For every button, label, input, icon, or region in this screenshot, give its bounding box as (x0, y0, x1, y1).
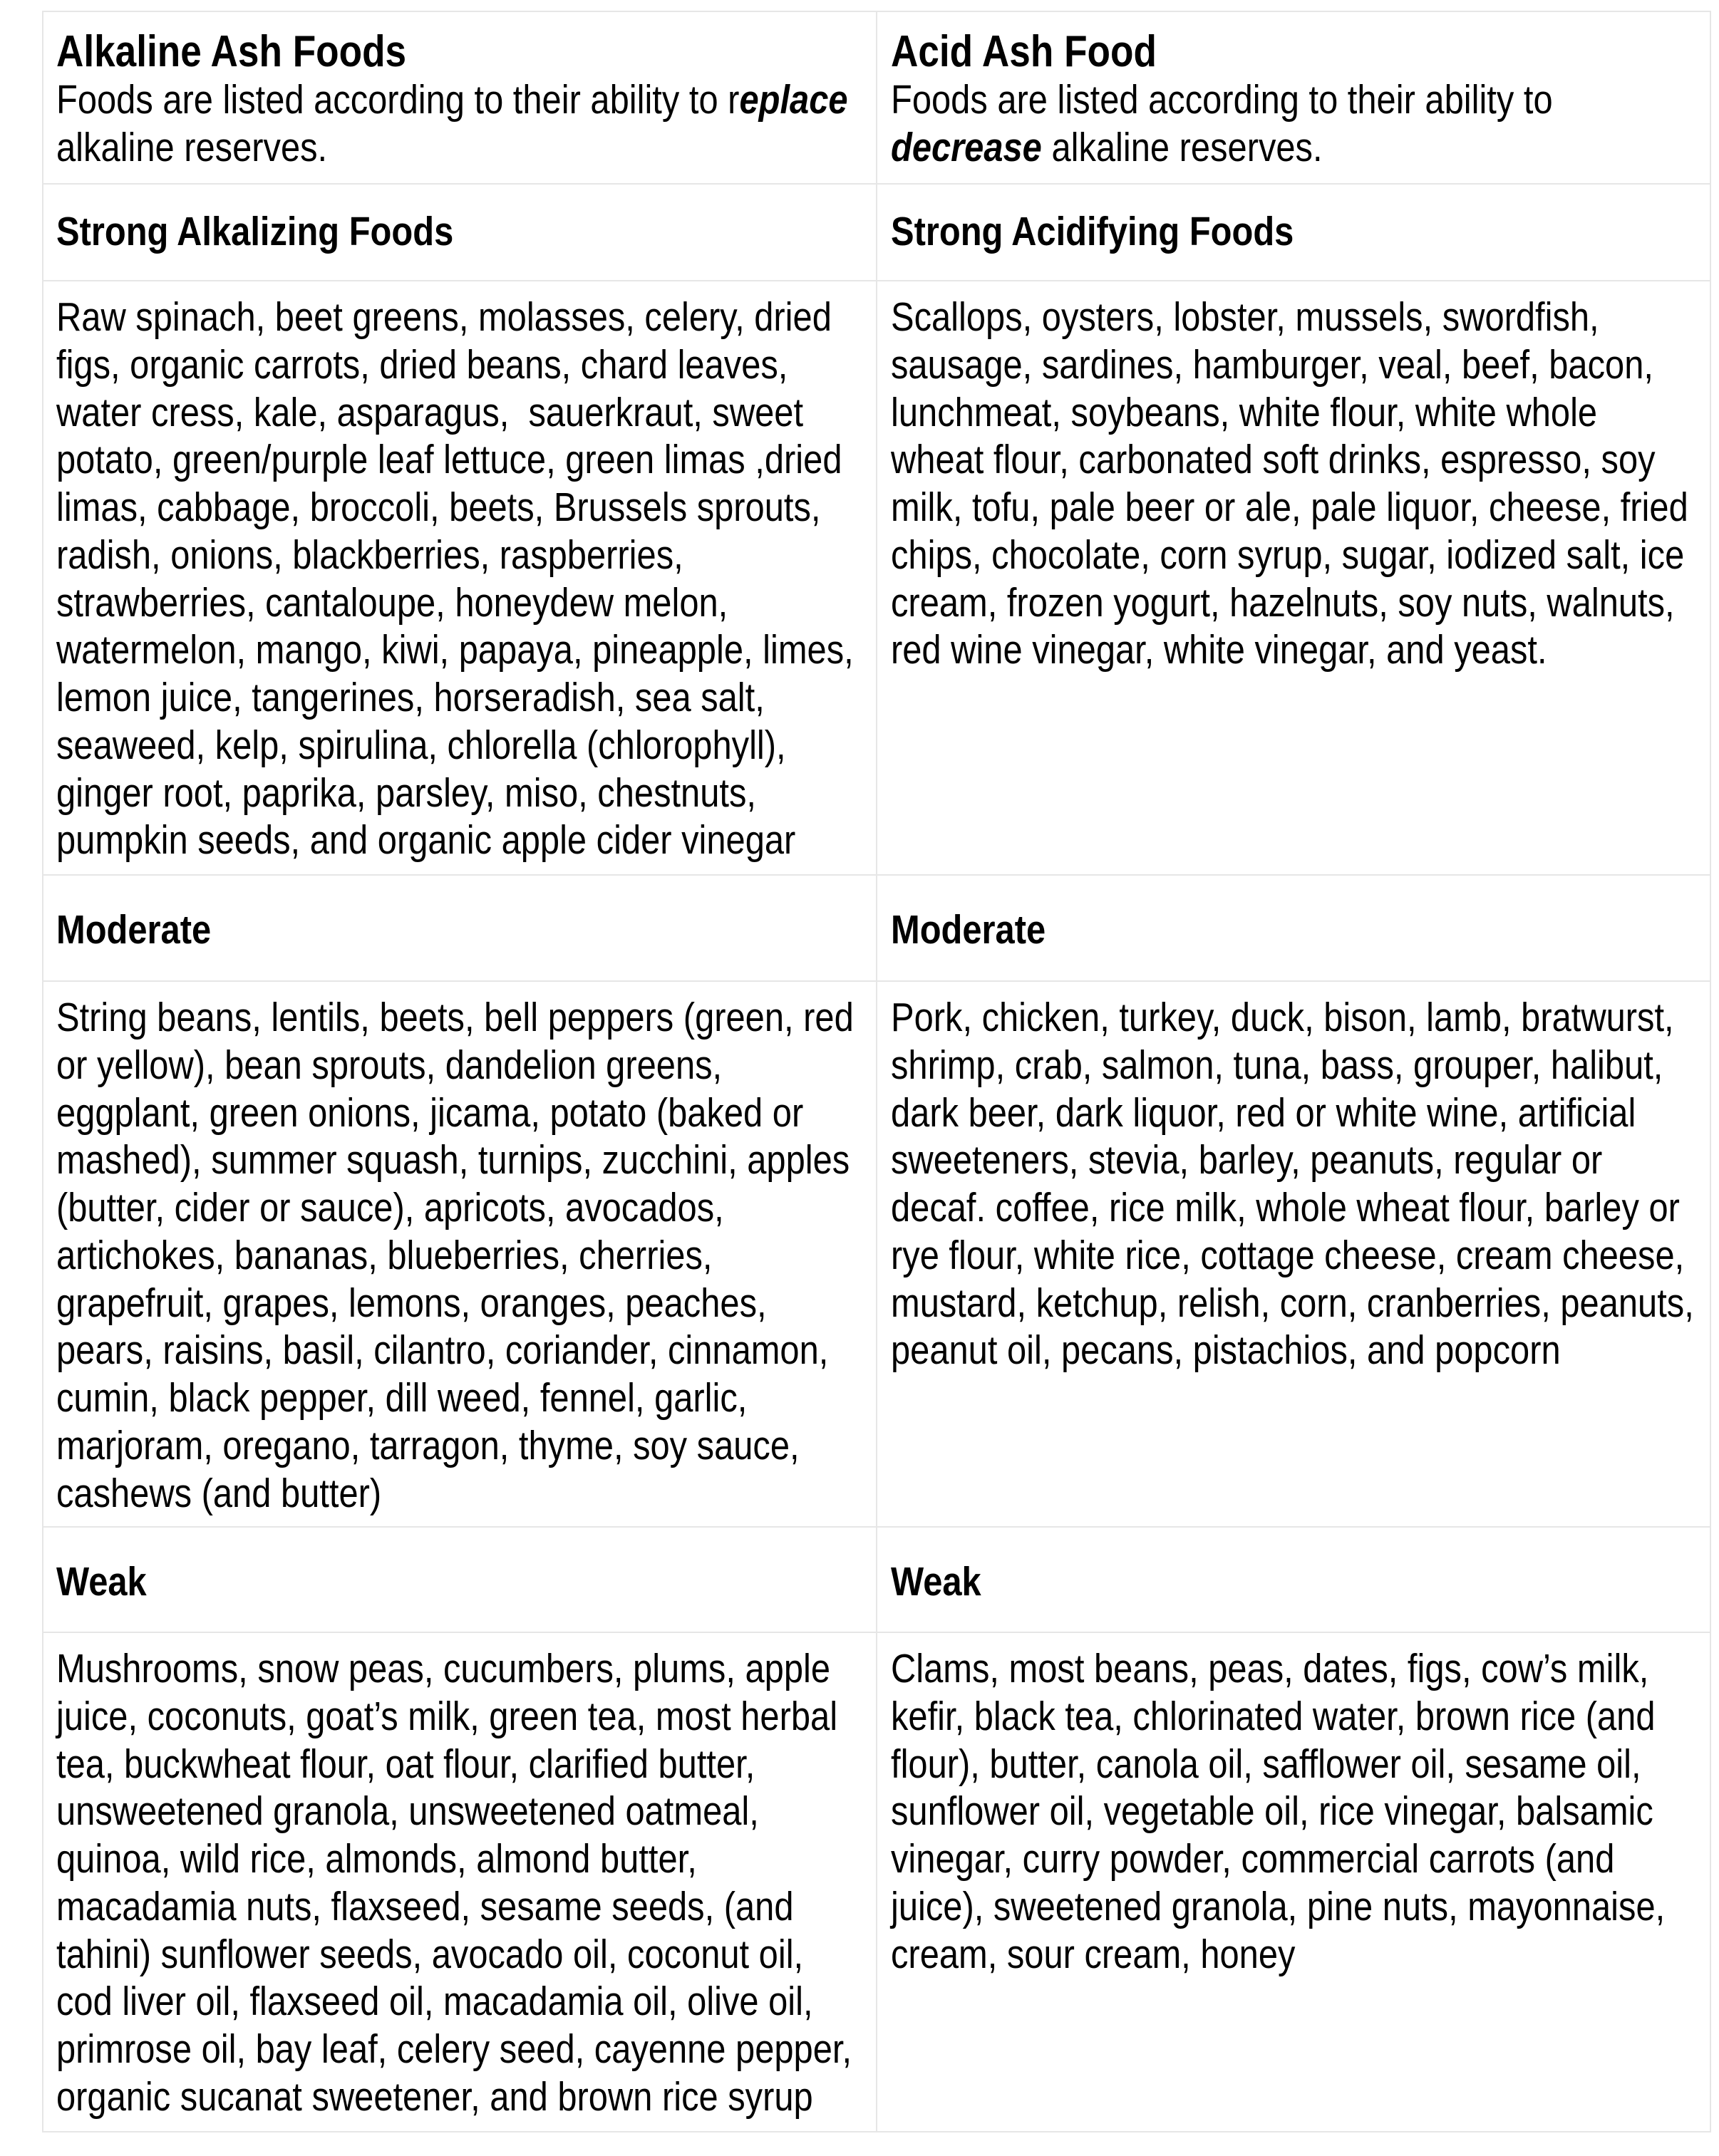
acid-subtitle-line-2 (891, 124, 1593, 172)
acid-strong-heading-cell (877, 185, 1711, 281)
acid-subtitle-line-1: Foods are listed according to their ability to (891, 76, 1553, 123)
list-line: Raw spinach, beet greens, molasses, celery, dried (56, 294, 832, 340)
list-line: chips, chocolate, corn syrup, sugar, iodized salt, ice (891, 532, 1685, 578)
list-line: water cress, kale, asparagus, sauerkraut, sweet (56, 389, 804, 435)
acid-title: Acid Ash Food (891, 27, 1157, 76)
list-line: mustard, ketchup, relish, corn, cranberries, peanuts, (891, 1280, 1694, 1326)
list-line: sunflower oil, vegetable oil, rice vinegar, balsamic (891, 1788, 1653, 1835)
list-line: seaweed, kelp, spirulina, chlorella (chlorophyll), (56, 722, 786, 768)
list-line: shrimp, crab, salmon, tuna, bass, grouper, halibut, (891, 1042, 1663, 1088)
list-line: sausage, sardines, hamburger, veal, beef, bacon, (891, 341, 1653, 388)
acid-header-cell (877, 12, 1711, 185)
list-line: limas, cabbage, broccoli, beets, Brussels sprouts, (56, 484, 821, 530)
list-line: kefir, black tea, chlorinated water, brown rice (and (891, 1693, 1656, 1739)
list-line: Clams, most beans, peas, dates, figs, cow’s milk, (891, 1646, 1649, 1691)
list-line: tea, buckwheat flour, oat flour, clarified butter, (56, 1741, 755, 1787)
acid-weak-heading: Weak (891, 1559, 981, 1605)
list-line: tahini) sunflower seeds, avocado oil, coconut oil, (56, 1931, 804, 1977)
list-line: cod liver oil, flaxseed oil, macadamia oil, olive oil, (56, 1979, 813, 2025)
list-line: ginger root, paprika, parsley, miso, chestnuts, (56, 769, 756, 816)
list-line: pumpkin seeds, and organic apple cider vinegar (56, 817, 796, 864)
list-line: rye flour, white rice, cottage cheese, cream cheese, (891, 1232, 1685, 1278)
list-line: milk, tofu, pale beer or ale, pale liquor, cheese, fried (891, 484, 1688, 530)
list-line: (butter, cider or sauce), apricots, avocados, (56, 1185, 724, 1230)
list-line: watermelon, mango, kiwi, papaya, pineapple, limes, (56, 627, 854, 673)
list-line: quinoa, wild rice, almonds, almond butter, (56, 1836, 697, 1882)
alkaline-acid-food-table (42, 11, 1711, 2132)
list-line: pears, raisins, basil, cilantro, coriander, cinnamon, (56, 1327, 829, 1374)
alkaline-strong-list (43, 281, 877, 876)
acid-moderate-heading-cell (877, 876, 1711, 982)
list-line: organic sucanat sweetener, and brown rice syrup (56, 2073, 813, 2120)
list-line: Pork, chicken, turkey, duck, bison, lamb, bratwurst, (891, 995, 1674, 1040)
alkaline-weak-heading-cell (43, 1528, 877, 1633)
list-line: artichokes, bananas, blueberries, cherries, (56, 1232, 713, 1278)
list-line: unsweetened granola, unsweetened oatmeal, (56, 1788, 759, 1835)
list-line: String beans, lentils, beets, bell peppers (green, red (56, 995, 854, 1040)
alkaline-strong-heading-cell (43, 185, 877, 281)
alkaline-subtitle-line-1 (56, 76, 848, 124)
alkaline-subtitle-emphasis: eplace (739, 76, 848, 123)
list-line: sweeteners, stevia, barley, peanuts, regular or (891, 1137, 1603, 1183)
list-line: cumin, black pepper, dill weed, fennel, garlic, (56, 1375, 748, 1421)
list-line: Scallops, oysters, lobster, mussels, swordfish, (891, 294, 1599, 340)
list-line: decaf. coffee, rice milk, whole wheat flour, barley or (891, 1185, 1680, 1230)
alkaline-moderate-heading: Moderate (56, 907, 212, 953)
acid-subtitle-emphasis: decrease (891, 124, 1042, 170)
list-line: primrose oil, bay leaf, celery seed, cayenne pepper, (56, 2026, 852, 2072)
list-line: juice, coconuts, goat’s milk, green tea, most herbal (56, 1693, 838, 1739)
alkaline-title: Alkaline Ash Foods (56, 27, 407, 76)
list-line: macadamia nuts, flaxseed, sesame seeds, (and (56, 1883, 794, 1929)
acid-subtitle-text: alkaline reserves. (1041, 124, 1323, 170)
alkaline-strong-heading: Strong Alkalizing Foods (56, 209, 454, 254)
alkaline-subtitle-text: Foods are listed according to their ability to r (56, 76, 740, 123)
list-line: grapefruit, grapes, lemons, oranges, peaches, (56, 1280, 767, 1326)
alkaline-weak-list (43, 1633, 877, 2132)
alkaline-subtitle-line-2: alkaline reserves. (56, 124, 328, 170)
list-line: potato, green/purple leaf lettuce, green limas ,dried (56, 437, 842, 483)
list-line: peanut oil, pecans, pistachios, and popcorn (891, 1327, 1561, 1374)
alkaline-header-cell (43, 12, 877, 185)
alkaline-moderate-heading-cell (43, 876, 877, 982)
list-line: radish, onions, blackberries, raspberries, (56, 532, 683, 578)
list-line: strawberries, cantaloupe, honeydew melon, (56, 579, 728, 626)
list-line: red wine vinegar, white vinegar, and yeast. (891, 627, 1547, 673)
list-line: eggplant, green onions, jicama, potato (baked or (56, 1089, 804, 1136)
list-line: figs, organic carrots, dried beans, chard leaves, (56, 341, 788, 388)
alkaline-weak-heading: Weak (56, 1559, 147, 1605)
list-line: lemon juice, tangerines, horseradish, sea salt, (56, 675, 765, 720)
list-line: marjoram, oregano, tarragon, thyme, soy sauce, (56, 1422, 800, 1468)
acid-strong-heading: Strong Acidifying Foods (891, 209, 1294, 254)
acid-moderate-list (877, 982, 1711, 1528)
alkaline-moderate-list (43, 982, 877, 1528)
acid-weak-heading-cell (877, 1528, 1711, 1633)
list-line: wheat flour, carbonated soft drinks, espresso, soy (891, 437, 1656, 483)
list-line: cashews (and butter) (56, 1470, 382, 1516)
list-line: flour), butter, canola oil, safflower oil, sesame oil, (891, 1741, 1641, 1787)
acid-moderate-heading: Moderate (891, 907, 1046, 953)
list-line: or yellow), bean sprouts, dandelion greens, (56, 1042, 723, 1088)
list-line: cream, sour cream, honey (891, 1931, 1296, 1977)
list-line: vinegar, curry powder, commercial carrots (and (891, 1836, 1615, 1882)
list-line: cream, frozen yogurt, hazelnuts, soy nuts, walnuts, (891, 579, 1675, 626)
acid-weak-list (877, 1633, 1711, 2132)
list-line: Mushrooms, snow peas, cucumbers, plums, apple (56, 1646, 831, 1691)
acid-strong-list (877, 281, 1711, 876)
list-line: dark beer, dark liquor, red or white wine, artificial (891, 1089, 1636, 1136)
list-line: juice), sweetened granola, pine nuts, mayonnaise, (891, 1883, 1666, 1929)
list-line: lunchmeat, soybeans, white flour, white whole (891, 389, 1598, 435)
list-line: mashed), summer squash, turnips, zucchini, apples (56, 1137, 850, 1183)
